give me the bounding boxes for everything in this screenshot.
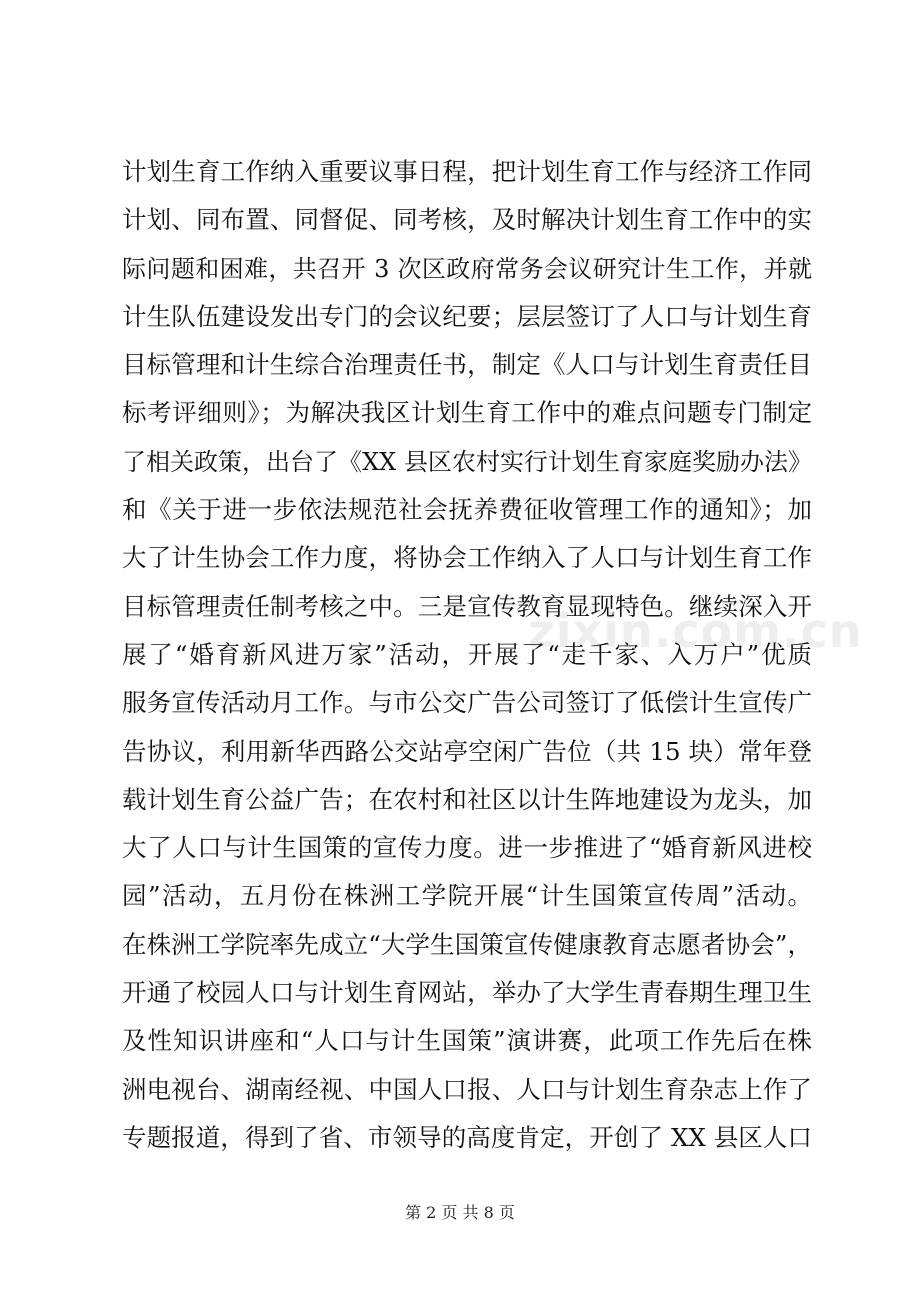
text-line: 了相关政策，出台了《XX 县区农村实行计划生育家庭奖励办法》: [122, 447, 812, 476]
text-line: 园”活动，五月份在株洲工学院开展“计生国策宣传周”活动。: [122, 881, 812, 911]
text-line: 载计划生育公益广告；在农村和社区以计生阵地建设为龙头，加: [122, 784, 812, 814]
text-line: 在株洲工学院率先成立“大学生国策宣传健康教育志愿者协会”，: [122, 929, 812, 959]
text-line: 大了计生协会工作力度，将协会工作纳入了人口与计划生育工作: [122, 543, 812, 573]
text-line: 和《关于进一步依法规范社会抚养费征收管理工作的通知》；加: [122, 495, 812, 525]
text-line: 大了人口与计生国策的宣传力度。进一步推进了“婚育新风进校: [122, 833, 812, 863]
page-footer: 第 2 页 共 8 页: [405, 1203, 515, 1222]
text-line: 服务宣传活动月工作。与市公交广告公司签订了低偿计生宣传广: [122, 688, 812, 718]
text-line: 计划生育工作纳入重要议事日程，把计划生育工作与经济工作同: [122, 157, 812, 186]
watermark: zixin.com.cn: [528, 604, 863, 658]
text-line: 计生队伍建设发出专门的会议纪要；层层签订了人口与计划生育: [122, 301, 812, 331]
text-line: 告协议，利用新华西路公交站亭空闲广告位（共 15 块）常年登: [122, 736, 812, 766]
text-line: 目标管理责任制考核之中。三是宣传教育显现特色。继续深入开: [122, 591, 812, 621]
text-line: 际问题和困难，共召开 3 次区政府常务会议研究计生工作，并就: [122, 254, 812, 283]
text-line: 展了“婚育新风进万家”活动，开展了“走千家、入万户”优质: [122, 639, 812, 669]
body-text: [122, 148, 812, 1162]
text-line: 及性知识讲座和“人口与计生国策”演讲赛，此项工作先后在株: [122, 1026, 812, 1056]
text-line: 洲电视台、湖南经视、中国人口报、人口与计划生育杂志上作了: [122, 1074, 812, 1104]
text-line: 目标管理和计生综合治理责任书，制定《人口与计划生育责任目: [122, 350, 812, 380]
text-line: 标考评细则》；为解决我区计划生育工作中的难点问题专门制定: [122, 398, 812, 428]
text-line: 专题报道，得到了省、市领导的高度肯定，开创了 XX 县区人口: [122, 1122, 812, 1152]
text-line: 开通了校园人口与计划生育网站，举办了大学生青春期生理卫生: [122, 978, 812, 1008]
text-line: 计划、同布置、同督促、同考核，及时解决计划生育工作中的实: [122, 205, 812, 235]
